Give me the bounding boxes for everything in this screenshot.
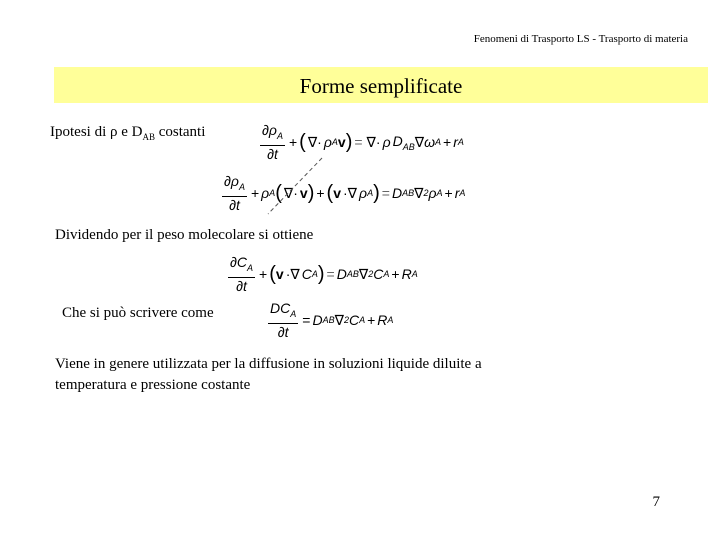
slide-title: Forme semplificate <box>299 74 463 98</box>
strike-through-line <box>250 150 330 220</box>
equation-substantial: $\frac{DC_A}{\partial t}$ = D AB ∇ 2 C A + R A <box>270 300 394 340</box>
equation-expanded: $\frac{\partial\rho_A}{\partial t}$ + ρ A ( ∇· v ) + ( v ·∇ ρ A ) = D AB ∇ 2 ρ A + r A <box>224 173 466 213</box>
hypothesis-text-main: Ipotesi di ρ e D <box>50 124 143 140</box>
hypothesis-text-tail: costanti <box>154 124 206 140</box>
paragraph-usage-line1: Viene in genere utilizzata per la diffusione in soluzioni liquide diluite a <box>55 356 482 372</box>
equation-molar: $\frac{\partial C_A}{\partial t}$ + ( v ·∇ C A ) = D AB ∇ 2 C A + R A <box>230 254 418 294</box>
slide-header: Fenomeni di Trasporto LS - Trasporto di materia <box>473 33 688 45</box>
title-band <box>54 67 708 103</box>
paragraph-usage-line2: temperatura e pressione costante <box>55 377 251 393</box>
hypothesis-subscript: AB <box>142 132 155 142</box>
paragraph-can-write: Che si può scrivere come <box>62 305 214 321</box>
page-number: 7 <box>652 494 660 510</box>
paragraph-divide: Dividendo per il peso molecolare si ottiene <box>55 227 314 243</box>
hypothesis-text <box>50 124 205 142</box>
equation-general: $\frac{\partial\rho_A}{\partial t}$ + ( ∇· ρ A v ) = ∇· ρ $D_{AB}$ ∇ω A + r A <box>262 122 464 162</box>
